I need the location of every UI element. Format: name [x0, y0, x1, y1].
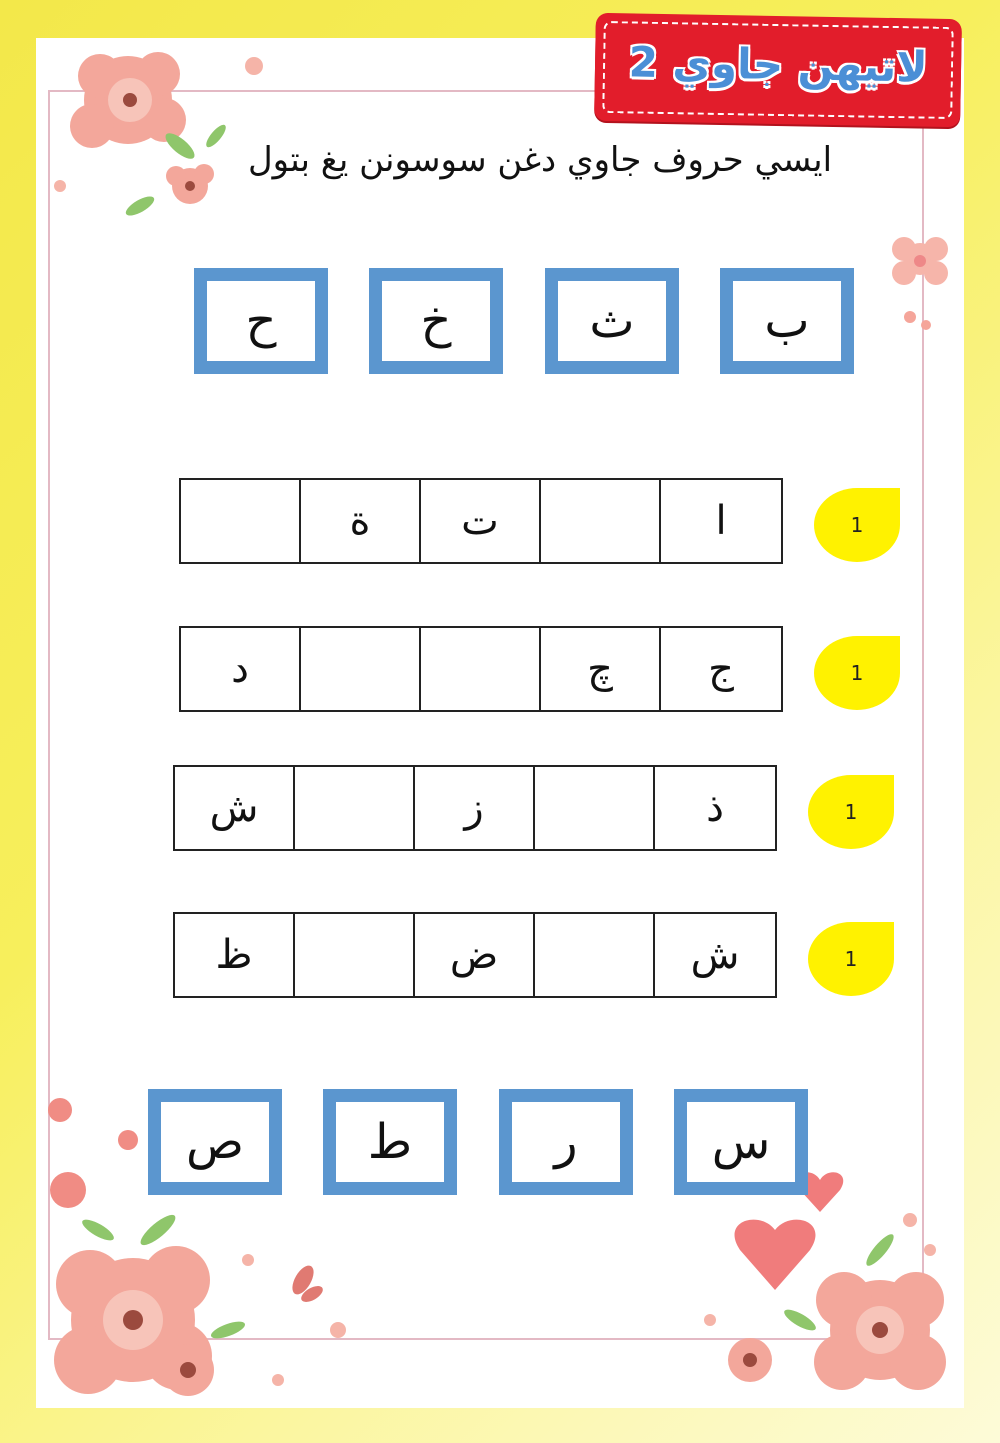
score-badge: 1: [808, 922, 894, 996]
letter-tile-label: خ: [382, 281, 490, 361]
letter-tile-label: س: [687, 1102, 795, 1182]
letter-tile[interactable]: [499, 1089, 633, 1195]
answer-cell[interactable]: ش: [690, 932, 740, 978]
answer-cell[interactable]: چ: [541, 628, 661, 710]
letter-tile-label: ث: [558, 281, 666, 361]
answer-cell[interactable]: ة: [301, 480, 421, 562]
letter-tile[interactable]: [323, 1089, 457, 1195]
answer-cell[interactable]: ز: [415, 767, 535, 849]
letter-tile-label: ط: [336, 1102, 444, 1182]
letter-tile-label: ح: [207, 281, 315, 361]
answer-cell[interactable]: ت: [421, 480, 541, 562]
instruction-text: ايسي حروف جاوي دغن سوسونن يغ بتول: [247, 140, 833, 180]
score-badge: 1: [814, 488, 900, 562]
letter-tile-label: ب: [733, 281, 841, 361]
letter-tile[interactable]: [674, 1089, 808, 1195]
answer-cell[interactable]: د: [181, 628, 301, 710]
answer-cell[interactable]: ذ: [706, 785, 724, 831]
answer-cell[interactable]: [535, 914, 655, 996]
answer-cell[interactable]: ش: [175, 767, 295, 849]
flower-right-icon: [880, 225, 960, 335]
answer-cell[interactable]: ا: [715, 498, 727, 544]
answer-row: [179, 626, 783, 712]
title-banner: [594, 13, 962, 127]
letter-tile-label: ص: [161, 1102, 269, 1182]
answer-cell[interactable]: [421, 628, 541, 710]
answer-cell[interactable]: [181, 480, 301, 562]
letter-tile[interactable]: [148, 1089, 282, 1195]
answer-row: [173, 765, 777, 851]
answer-cell[interactable]: [301, 628, 421, 710]
answer-cell[interactable]: [295, 914, 415, 996]
letter-tile[interactable]: [369, 268, 503, 374]
score-badge: 1: [808, 775, 894, 849]
answer-row: [173, 912, 777, 998]
letter-tile[interactable]: [194, 268, 328, 374]
answer-cell[interactable]: ج: [708, 646, 734, 692]
score-badge: 1: [814, 636, 900, 710]
letter-tile[interactable]: [720, 268, 854, 374]
page-title: لاتيهن جاوي 2: [628, 37, 928, 92]
letter-tile-label: ر: [512, 1102, 620, 1182]
letter-tile[interactable]: [545, 268, 679, 374]
flower-cluster-top-left-icon: [40, 36, 280, 236]
answer-cell[interactable]: ظ: [175, 914, 295, 996]
answer-cell[interactable]: ض: [415, 914, 535, 996]
answer-cell[interactable]: [535, 767, 655, 849]
answer-cell[interactable]: [541, 480, 661, 562]
answer-row: [179, 478, 783, 564]
answer-cell[interactable]: [295, 767, 415, 849]
